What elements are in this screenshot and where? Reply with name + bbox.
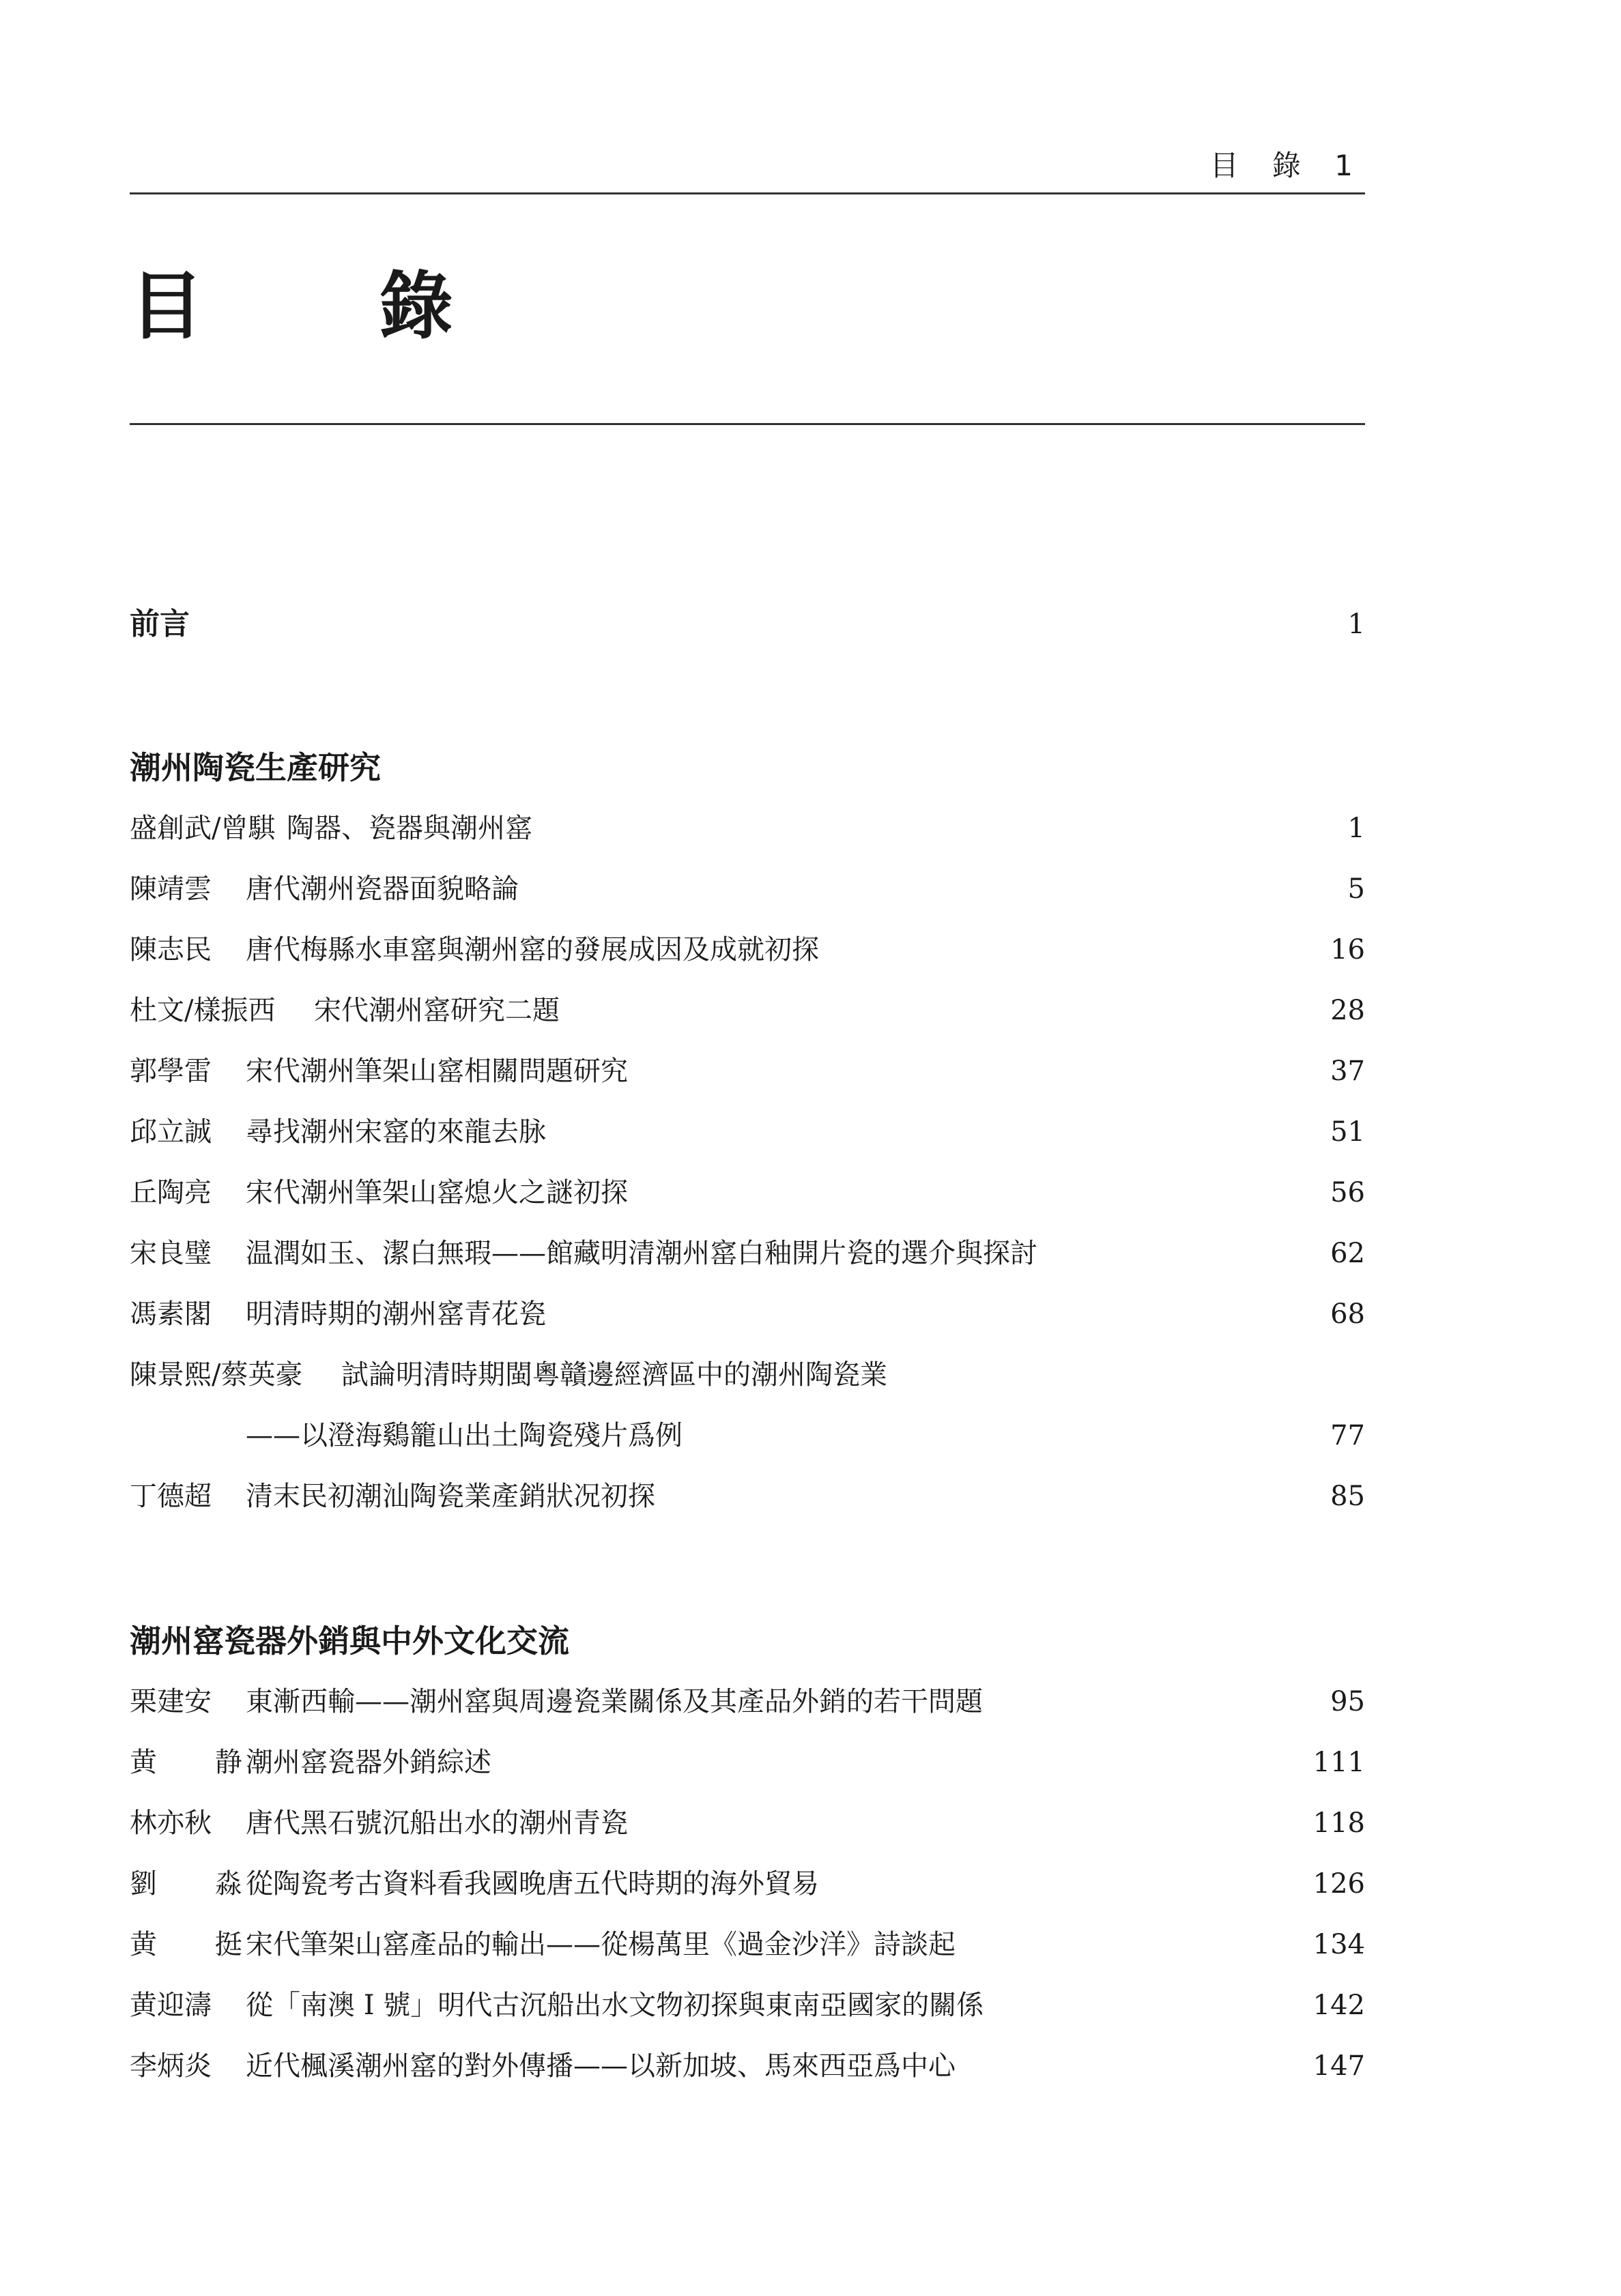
entry-title: 東漸西輸——潮州窰與周邊瓷業關係及其產品外銷的若干問題	[246, 1686, 983, 1717]
toc-entry[interactable]	[130, 1163, 1365, 1223]
entry-title: 唐代潮州瓷器面貌略論	[246, 873, 519, 905]
entry-title: 尋找潮州宋窰的來龍去脉	[246, 1116, 546, 1148]
page-number: 37	[1330, 1056, 1365, 1087]
page-number: 28	[1330, 995, 1365, 1026]
page-number: 85	[1330, 1481, 1365, 1512]
toc-entry[interactable]	[130, 1102, 1365, 1163]
toc-entry[interactable]	[130, 1345, 1365, 1406]
header-rule	[130, 192, 1365, 194]
entry-title: 清末民初潮汕陶瓷業產銷狀况初探	[246, 1481, 655, 1512]
page-title: 目 錄	[130, 263, 528, 349]
toc-entry[interactable]	[130, 980, 1365, 1041]
toc-entry[interactable]	[130, 2036, 1365, 2097]
entry-title: 唐代梅縣水車窰與潮州窰的發展成因及成就初探	[246, 934, 819, 965]
entry-title: 潮州窰瓷器外銷綜述	[246, 1747, 491, 1778]
toc-entry[interactable]	[130, 1854, 1365, 1915]
page-number: 111	[1312, 1747, 1365, 1778]
entry-title: ——以澄海鷄籠山出土陶瓷殘片爲例	[246, 1420, 683, 1451]
entry-title: 從「南澳 I 號」明代古沉船出水文物初探與東南亞國家的關係	[246, 1990, 984, 2021]
page-number: 16	[1330, 934, 1365, 965]
entry-author: 黄迎濤	[130, 1990, 212, 2021]
entry-author: 邱立誠	[130, 1116, 212, 1148]
page-number: 62	[1330, 1238, 1365, 1269]
toc-entry[interactable]	[130, 1041, 1365, 1102]
toc-entry[interactable]	[130, 859, 1365, 920]
entry-author: 栗建安	[130, 1686, 212, 1717]
entry-title: 試論明清時期閩粵贛邊經濟區中的潮州陶瓷業	[341, 1359, 887, 1391]
page-number: 51	[1330, 1116, 1365, 1148]
entry-author: 林亦秋	[130, 1807, 212, 1839]
entry-author: 盛創武/曾騏	[130, 813, 276, 844]
page-number: 147	[1312, 2050, 1365, 2082]
toc-entry-continuation[interactable]	[130, 1406, 1365, 1466]
toc-entry[interactable]	[130, 1284, 1365, 1345]
entry-title: 宋代潮州筆架山窰熄火之謎初探	[246, 1177, 628, 1208]
running-header: 目 錄 1	[1209, 149, 1365, 182]
table-of-contents	[130, 594, 1365, 2097]
page-number: 118	[1312, 1807, 1365, 1839]
toc-entry[interactable]	[130, 1672, 1365, 1732]
toc-entry[interactable]	[130, 798, 1365, 859]
entry-author: 李炳炎	[130, 2050, 212, 2082]
toc-entry[interactable]	[130, 1466, 1365, 1527]
entry-title: 近代楓溪潮州窰的對外傳播——以新加坡、馬來西亞爲中心	[246, 2050, 956, 2082]
entry-author: 宋良璧	[130, 1238, 212, 1269]
entry-author: 陳景熙/蔡英豪	[130, 1359, 303, 1391]
entry-author: 丁德超	[130, 1481, 212, 1512]
entry-title: 宋代筆架山窰產品的輸出——從楊萬里《過金沙洋》詩談起	[246, 1929, 956, 1960]
page-number: 1	[1347, 609, 1365, 640]
toc-entry[interactable]	[130, 1793, 1365, 1854]
entry-title: 唐代黑石號沉船出水的潮州青瓷	[246, 1807, 628, 1839]
toc-entry[interactable]	[130, 920, 1365, 980]
toc-entry[interactable]	[130, 1915, 1365, 1975]
toc-entry[interactable]	[130, 1223, 1365, 1284]
entry-author: 杜文/樣振西	[130, 995, 276, 1026]
entry-author: 陳志民	[130, 934, 212, 965]
page-number: 142	[1312, 1990, 1365, 2021]
entry-title: 明清時期的潮州窰青花瓷	[246, 1298, 546, 1330]
entry-author: 丘陶亮	[130, 1177, 212, 1208]
entry-title: 宋代潮州窰研究二題	[314, 995, 560, 1026]
entry-author: 郭學雷	[130, 1056, 212, 1087]
entry-author: 黄 挺	[130, 1929, 267, 1960]
entry-title: 温潤如玉、潔白無瑕——館藏明清潮州窰白釉開片瓷的選介與探討	[246, 1238, 1037, 1269]
entry-title: 陶器、瓷器與潮州窰	[287, 813, 532, 844]
toc-entry[interactable]	[130, 1975, 1365, 2036]
entry-title: 從陶瓷考古資料看我國晚唐五代時期的海外貿易	[246, 1868, 819, 1900]
page-number: 68	[1330, 1298, 1365, 1330]
page-number: 95	[1330, 1686, 1365, 1717]
entry-title: 宋代潮州筆架山窰相關問題研究	[246, 1056, 628, 1087]
toc-entry-preface[interactable]	[130, 594, 1365, 655]
preface-label: 前言	[130, 607, 190, 641]
page-number: 56	[1330, 1177, 1365, 1208]
entry-author: 馮素閣	[130, 1298, 212, 1330]
section-heading: 潮州窰瓷器外銷與中外文化交流	[130, 1623, 569, 1659]
entry-author: 陳靖雲	[130, 873, 212, 905]
toc-entry[interactable]	[130, 1732, 1365, 1793]
title-rule	[130, 423, 1365, 425]
page-number: 1	[1347, 813, 1365, 844]
section-heading: 潮州陶瓷生產研究	[130, 749, 381, 786]
page-number: 77	[1330, 1420, 1365, 1451]
page-number: 5	[1347, 873, 1365, 905]
entry-author: 黄 静	[130, 1747, 267, 1778]
page-number: 134	[1312, 1929, 1365, 1960]
entry-author: 劉 淼	[130, 1868, 267, 1900]
page-number: 126	[1312, 1868, 1365, 1900]
